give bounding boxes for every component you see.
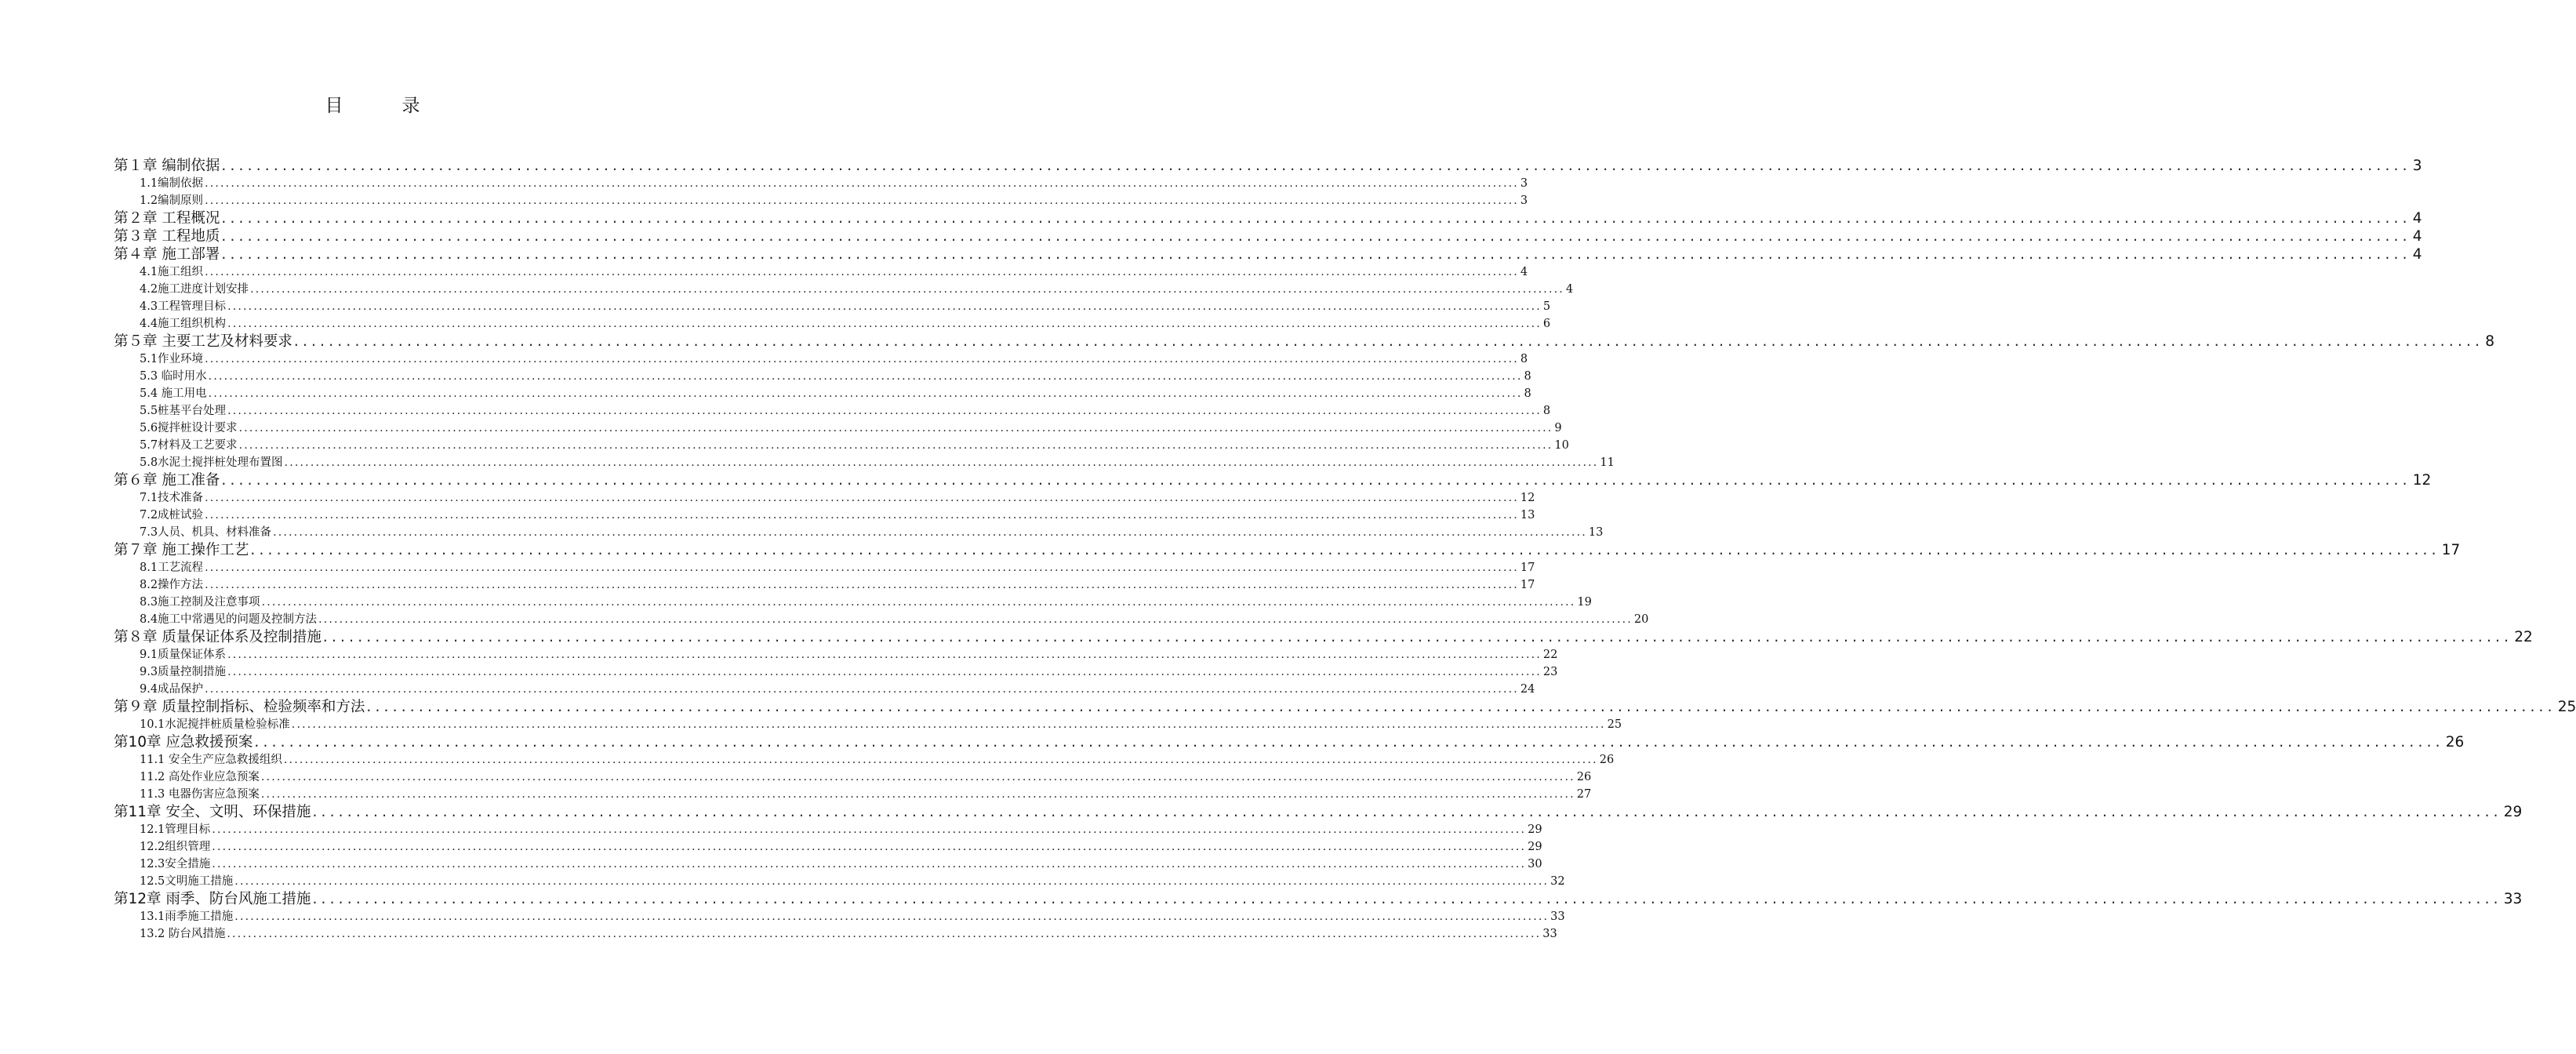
- toc-chapter-entry[interactable]: [114, 209, 2422, 227]
- dot-leader: ............................................................................................................................................................................................................................................................: [212, 841, 1527, 853]
- dot-leader: ............................................................................................................................................................................................................................................................: [208, 387, 1523, 400]
- toc-entry-label: 9.1质量保证体系: [140, 649, 227, 661]
- toc-section-entry[interactable]: [114, 873, 1565, 890]
- dot-leader: ............................................................................................................................................................................................................................................................: [205, 579, 1519, 591]
- toc-section-entry[interactable]: [114, 524, 1604, 541]
- toc-section-entry[interactable]: [114, 611, 1649, 628]
- toc-page-number: 13: [1588, 526, 1604, 539]
- toc-entry-label: 12.1管理目标: [140, 823, 211, 836]
- toc-section-entry[interactable]: [114, 925, 1557, 943]
- toc-section-entry[interactable]: [114, 420, 1562, 437]
- toc-entry-label: 第１章 编制依据: [114, 158, 220, 174]
- toc-entry-label: 12.2组织管理: [140, 841, 211, 853]
- toc-entry-label: 10.1水泥搅拌桩质量检验标准: [140, 718, 290, 731]
- toc-section-entry[interactable]: [114, 489, 1535, 507]
- dot-leader: ............................................................................................................................................................................................................................................................: [250, 283, 1564, 296]
- dot-leader: ............................................................................................................................................................................................................................................................: [261, 596, 1576, 609]
- toc-entry-label: 13.2 防台风措施: [140, 928, 226, 940]
- dot-leader: ............................................................................................................................................................................................................................................................: [312, 891, 2502, 907]
- toc-entry-label: 5.3 临时用水: [140, 370, 207, 383]
- dot-leader: ............................................................................................................................................................................................................................................................: [205, 266, 1519, 278]
- toc-page-number: 9: [1554, 422, 1562, 434]
- toc-page-number: 22: [2514, 629, 2533, 645]
- dot-leader: ............................................................................................................................................................................................................................................................: [260, 771, 1575, 783]
- dot-leader: ............................................................................................................................................................................................................................................................: [205, 509, 1519, 522]
- toc-section-entry[interactable]: [114, 769, 1592, 786]
- dot-leader: ............................................................................................................................................................................................................................................................: [312, 804, 2502, 820]
- toc-page-number: 3: [1520, 177, 1528, 190]
- toc-section-entry[interactable]: [114, 594, 1592, 611]
- toc-page-number: 26: [2445, 734, 2465, 751]
- toc-page-number: 29: [1528, 823, 1542, 836]
- toc-page-number: 11: [1600, 456, 1615, 469]
- toc-entry-label: 第５章 主要工艺及材料要求: [114, 333, 292, 350]
- toc-section-entry[interactable]: [114, 264, 1528, 281]
- toc-section-entry[interactable]: [114, 663, 1558, 681]
- toc-page-number: 3: [1520, 194, 1528, 207]
- dot-leader: ............................................................................................................................................................................................................................................................: [234, 875, 1550, 888]
- toc-entry-label: 11.3 电器伤害应急预案: [140, 788, 260, 801]
- toc-page-number: 8: [1524, 387, 1531, 400]
- toc-section-entry[interactable]: [114, 175, 1528, 192]
- toc-entry-label: 第３章 工程地质: [114, 228, 220, 245]
- toc-entry-label: 11.2 高处作业应急预案: [140, 771, 260, 783]
- dot-leader: ............................................................................................................................................................................................................................................................: [205, 492, 1519, 504]
- toc-page-number: 17: [1520, 579, 1535, 591]
- dot-leader: ............................................................................................................................................................................................................................................................: [227, 928, 1542, 940]
- toc-chapter-entry[interactable]: [114, 628, 2533, 646]
- toc-section-entry[interactable]: [114, 559, 1535, 576]
- dot-leader: ............................................................................................................................................................................................................................................................: [205, 683, 1519, 696]
- toc-section-entry[interactable]: [114, 192, 1528, 209]
- dot-leader: ............................................................................................................................................................................................................................................................: [234, 910, 1550, 923]
- toc-chapter-entry[interactable]: [114, 733, 2465, 751]
- toc-page-number: 4: [2412, 246, 2422, 263]
- toc-section-entry[interactable]: [114, 351, 1528, 368]
- toc-title: 目 录: [325, 96, 441, 116]
- toc-entry-label: 5.6搅拌桩设计要求: [140, 422, 238, 434]
- toc-entry-label: 5.1作业环境: [140, 353, 204, 365]
- dot-leader: ............................................................................................................................................................................................................................................................: [260, 788, 1575, 801]
- dot-leader: ............................................................................................................................................................................................................................................................: [212, 823, 1527, 836]
- toc-section-entry[interactable]: [114, 507, 1535, 524]
- toc-page-number: 23: [1542, 666, 1558, 678]
- toc-entry-label: 8.1工艺流程: [140, 562, 204, 574]
- toc-section-entry[interactable]: [114, 786, 1592, 803]
- toc-page-number: 4: [1520, 266, 1528, 278]
- dot-leader: ............................................................................................................................................................................................................................................................: [221, 210, 2411, 227]
- toc-entry-label: 5.4 施工用电: [140, 387, 207, 400]
- toc-entry-label: 4.3工程管理目标: [140, 300, 227, 313]
- toc-entry-label: 第12章 雨季、防台风施工措施: [114, 891, 311, 907]
- toc-section-entry[interactable]: [114, 385, 1531, 402]
- toc-page-number: 17: [2441, 542, 2461, 558]
- dot-leader: ............................................................................................................................................................................................................................................................: [250, 542, 2440, 558]
- dot-leader: ............................................................................................................................................................................................................................................................: [291, 718, 1606, 731]
- toc-chapter-entry[interactable]: [114, 803, 2523, 821]
- toc-page-number: 8: [1520, 353, 1528, 365]
- toc-entry-label: 4.2施工进度计划安排: [140, 283, 249, 296]
- toc-page-number: 8: [1542, 405, 1551, 417]
- toc-page-number: 30: [1528, 858, 1542, 870]
- dot-leader: ............................................................................................................................................................................................................................................................: [205, 562, 1519, 574]
- toc-section-entry[interactable]: [114, 908, 1565, 925]
- toc-entry-label: 12.3安全措施: [140, 858, 211, 870]
- toc-entry-label: 8.2操作方法: [140, 579, 204, 591]
- dot-leader: ............................................................................................................................................................................................................................................................: [205, 353, 1519, 365]
- dot-leader: ............................................................................................................................................................................................................................................................: [205, 177, 1519, 190]
- dot-leader: ............................................................................................................................................................................................................................................................: [221, 228, 2411, 245]
- toc-section-entry[interactable]: [114, 576, 1535, 594]
- toc-entry-label: 第４章 施工部署: [114, 246, 220, 263]
- toc-section-entry[interactable]: [114, 751, 1615, 769]
- toc-page-number: 25: [1607, 718, 1622, 731]
- toc-page-number: 6: [1542, 318, 1551, 330]
- dot-leader: ............................................................................................................................................................................................................................................................: [221, 472, 2411, 489]
- toc-chapter-entry[interactable]: [114, 698, 2576, 716]
- toc-entry-label: 1.1编制依据: [140, 177, 204, 190]
- toc-entry-label: 5.5桩基平台处理: [140, 405, 227, 417]
- toc-entry-label: 11.1 安全生产应急救援组织: [140, 754, 282, 766]
- toc-page-number: 8: [2485, 333, 2494, 350]
- dot-leader: ............................................................................................................................................................................................................................................................: [283, 754, 1598, 766]
- toc-section-entry[interactable]: [114, 454, 1615, 471]
- toc-entry-label: 第11章 安全、文明、环保措施: [114, 804, 311, 820]
- dot-leader: ............................................................................................................................................................................................................................................................: [366, 699, 2556, 715]
- toc-page-number: 4: [2412, 210, 2422, 227]
- toc-section-entry[interactable]: [114, 838, 1542, 856]
- toc-page-number: 8: [1524, 370, 1531, 383]
- dot-leader: ............................................................................................................................................................................................................................................................: [221, 158, 2411, 174]
- dot-leader: ............................................................................................................................................................................................................................................................: [238, 422, 1553, 434]
- table-of-contents: [114, 157, 2576, 943]
- dot-leader: ............................................................................................................................................................................................................................................................: [322, 629, 2513, 645]
- toc-entry-label: 9.3质量控制措施: [140, 666, 227, 678]
- toc-page-number: 19: [1577, 596, 1592, 609]
- toc-section-entry[interactable]: [114, 856, 1542, 873]
- toc-page-number: 20: [1633, 613, 1649, 626]
- toc-entry-label: 第６章 施工准备: [114, 472, 220, 489]
- toc-chapter-entry[interactable]: [114, 890, 2523, 908]
- dot-leader: ............................................................................................................................................................................................................................................................: [212, 858, 1527, 870]
- toc-entry-label: 8.3施工控制及注意事项: [140, 596, 260, 609]
- dot-leader: ............................................................................................................................................................................................................................................................: [208, 370, 1523, 383]
- dot-leader: ............................................................................................................................................................................................................................................................: [284, 456, 1599, 469]
- toc-entry-label: 第９章 质量控制指标、检验频率和方法: [114, 699, 365, 715]
- dot-leader: ............................................................................................................................................................................................................................................................: [227, 405, 1542, 417]
- toc-section-entry[interactable]: [114, 402, 1551, 420]
- toc-page-number: 22: [1542, 649, 1558, 661]
- toc-entry-label: 4.1施工组织: [140, 266, 204, 278]
- dot-leader: ............................................................................................................................................................................................................................................................: [227, 666, 1542, 678]
- toc-page-number: 27: [1576, 788, 1592, 801]
- toc-entry-label: 第２章 工程概况: [114, 210, 220, 227]
- toc-page-number: 29: [1528, 841, 1542, 853]
- toc-entry-label: 7.3人员、机具、材料准备: [140, 526, 272, 539]
- dot-leader: ............................................................................................................................................................................................................................................................: [318, 613, 1633, 626]
- toc-page-number: 10: [1554, 439, 1569, 452]
- toc-page-number: 26: [1599, 754, 1615, 766]
- toc-section-entry[interactable]: [114, 681, 1535, 698]
- toc-entry-label: 5.7材料及工艺要求: [140, 439, 238, 452]
- toc-entry-label: 13.1雨季施工措施: [140, 910, 234, 923]
- toc-entry-label: 12.5文明施工措施: [140, 875, 234, 888]
- toc-section-entry[interactable]: [114, 298, 1551, 315]
- toc-entry-label: 7.2成桩试验: [140, 509, 204, 522]
- toc-page-number: 12: [1520, 492, 1535, 504]
- toc-page-number: 13: [1520, 509, 1535, 522]
- dot-leader: ............................................................................................................................................................................................................................................................: [238, 439, 1553, 452]
- dot-leader: ............................................................................................................................................................................................................................................................: [221, 246, 2411, 263]
- toc-section-entry[interactable]: [114, 821, 1542, 838]
- toc-chapter-entry[interactable]: [114, 541, 2461, 559]
- toc-entry-label: 第８章 质量保证体系及控制措施: [114, 629, 322, 645]
- dot-leader: ............................................................................................................................................................................................................................................................: [227, 649, 1542, 661]
- toc-entry-label: 7.1技术准备: [140, 492, 204, 504]
- dot-leader: ............................................................................................................................................................................................................................................................: [293, 333, 2484, 350]
- toc-page-number: 17: [1520, 562, 1535, 574]
- toc-section-entry[interactable]: [114, 437, 1569, 454]
- toc-page-number: 29: [2503, 804, 2523, 820]
- toc-section-entry[interactable]: [114, 716, 1622, 733]
- toc-chapter-entry[interactable]: [114, 471, 2432, 489]
- toc-chapter-entry[interactable]: [114, 157, 2422, 175]
- dot-leader: ............................................................................................................................................................................................................................................................: [227, 300, 1542, 313]
- toc-page-number: 33: [1550, 910, 1565, 923]
- toc-chapter-entry[interactable]: [114, 333, 2494, 351]
- toc-entry-label: 8.4施工中常遇见的问题及控制方法: [140, 613, 318, 626]
- dot-leader: ............................................................................................................................................................................................................................................................: [273, 526, 1587, 539]
- toc-section-entry[interactable]: [114, 646, 1558, 663]
- toc-chapter-entry[interactable]: [114, 227, 2422, 245]
- toc-entry-label: 9.4成品保护: [140, 683, 204, 696]
- toc-entry-label: 第10章 应急救援预案: [114, 734, 253, 751]
- toc-page-number: 33: [1542, 928, 1557, 940]
- toc-entry-label: 第７章 施工操作工艺: [114, 542, 249, 558]
- dot-leader: ............................................................................................................................................................................................................................................................: [227, 318, 1542, 330]
- toc-page-number: 32: [1550, 875, 1565, 888]
- toc-page-number: 25: [2557, 699, 2576, 715]
- dot-leader: ............................................................................................................................................................................................................................................................: [254, 734, 2444, 751]
- toc-entry-label: 5.8水泥土搅拌桩处理布置图: [140, 456, 283, 469]
- toc-chapter-entry[interactable]: [114, 245, 2422, 264]
- toc-page-number: 26: [1576, 771, 1592, 783]
- toc-page-number: 5: [1542, 300, 1551, 313]
- toc-section-entry[interactable]: [114, 315, 1551, 333]
- toc-page-number: 33: [2503, 891, 2523, 907]
- toc-section-entry[interactable]: [114, 281, 1574, 298]
- toc-entry-label: 1.2编制原则: [140, 194, 204, 207]
- toc-section-entry[interactable]: [114, 368, 1531, 385]
- toc-page-number: 4: [2412, 228, 2422, 245]
- toc-page-number: 4: [1565, 283, 1574, 296]
- toc-page-number: 24: [1520, 683, 1535, 696]
- toc-entry-label: 4.4施工组织机构: [140, 318, 227, 330]
- toc-page-number: 3: [2412, 158, 2422, 174]
- toc-page-number: 12: [2412, 472, 2432, 489]
- dot-leader: ............................................................................................................................................................................................................................................................: [205, 194, 1519, 207]
